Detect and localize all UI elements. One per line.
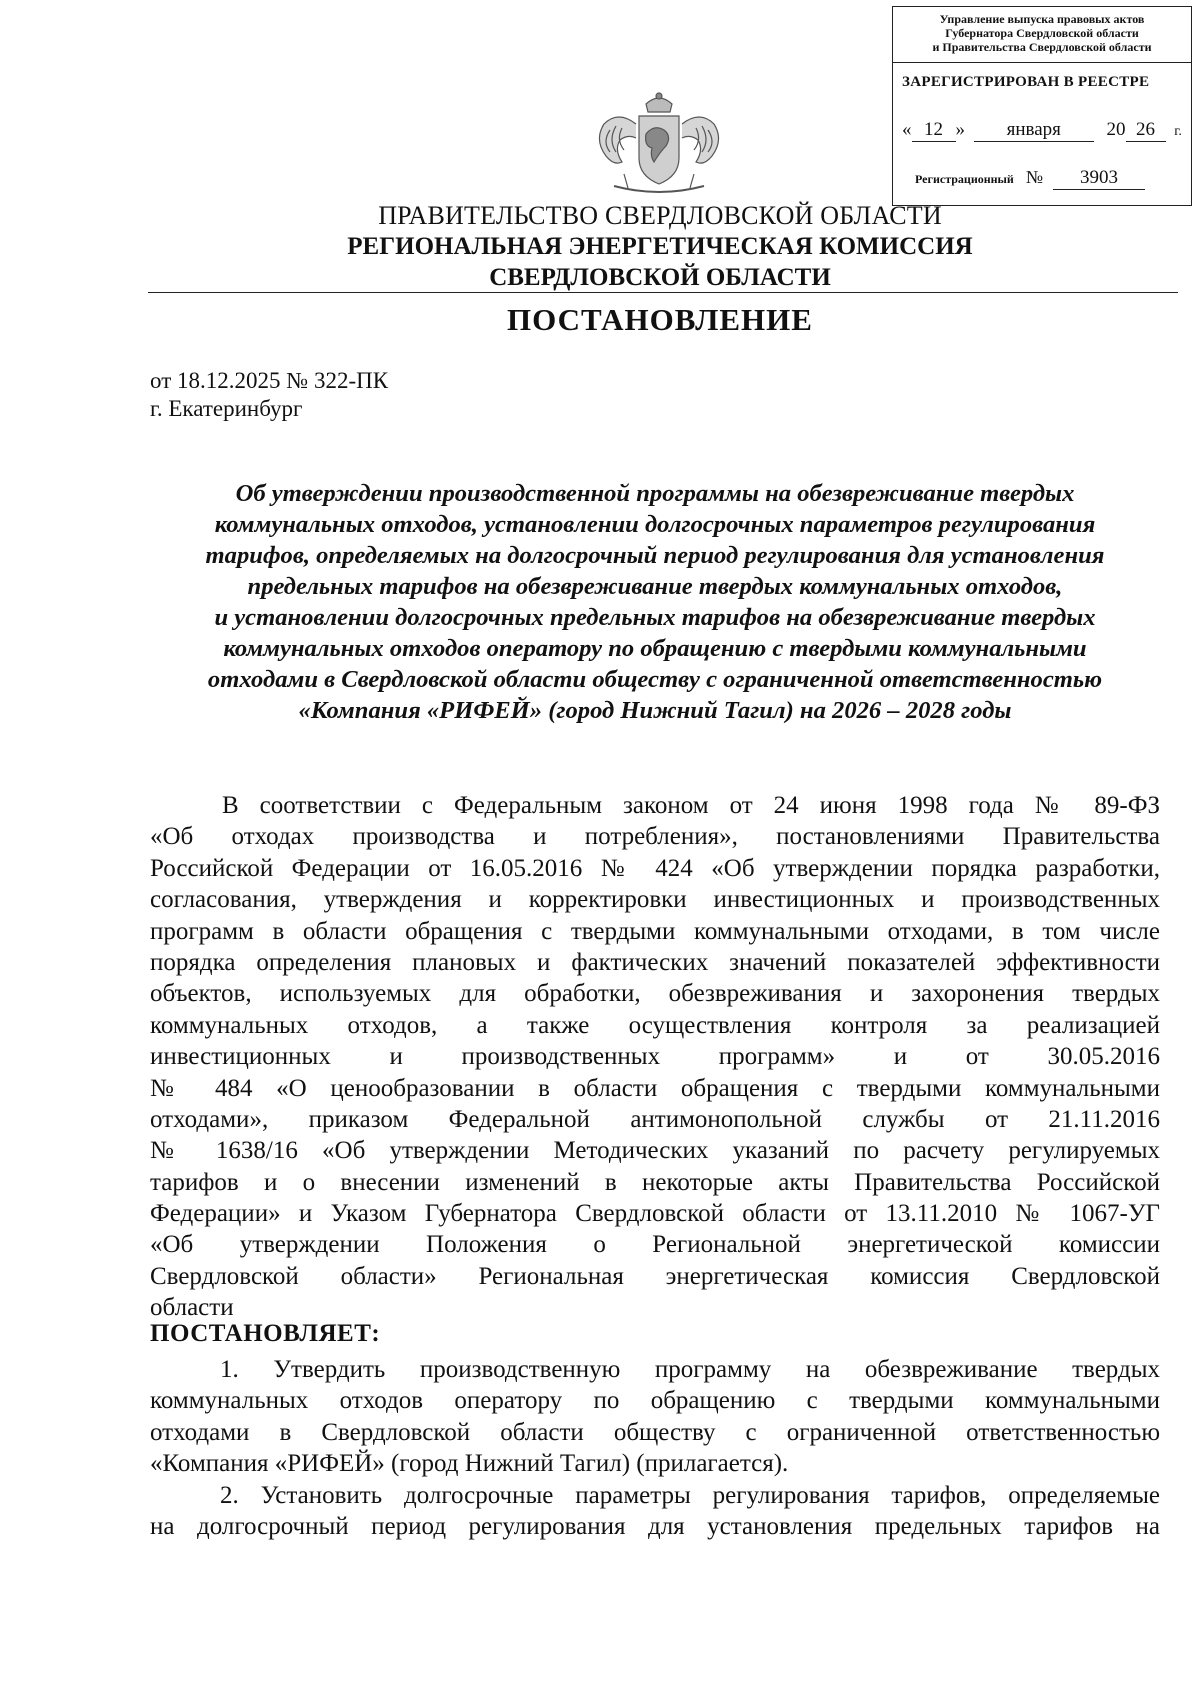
item-line: на долгосрочный период регулирования для установления предельных тарифов на [150,1512,1160,1540]
item-line: «Компания «РИФЕЙ» (город Нижний Тагил) (прилагается). [150,1450,789,1478]
title-line: тарифов, определяемых на долгосрочный период регулирования для установления [205,542,1105,569]
title-line: и установлении долгосрочных предельных тарифов на обезвреживание твердых [214,604,1096,631]
item-line: коммунальных отходов оператору по обращению с твердыми коммунальными [150,1387,1160,1415]
stamp-number-row [915,167,1145,190]
preamble-line: отходами», приказом Федеральной антимонопольной службы от 21.11.2016 [150,1105,1160,1133]
title-line: Об утверждении производственной программы на обезвреживание твердых [235,480,1075,507]
preamble-line: коммунальных отходов, а также осуществления контроля за реализацией [150,1011,1160,1039]
commission-title-line-1: РЕГИОНАЛЬНАЯ ЭНЕРГЕТИЧЕСКАЯ КОМИССИЯ [347,233,973,260]
stamp-issuer-line: и Правительства Свердловской области [932,40,1152,54]
stamp-year-mark: г. [1174,124,1182,139]
stamp-issuer-line: Управление выпуска правовых актов [939,12,1145,26]
coat-of-arms-icon [584,90,734,200]
stamp-quote-open: « [902,119,912,140]
item-line: 2. Установить долгосрочные параметры регулирования тарифов, определяемые [220,1481,1160,1509]
preamble-line: В соответствии с Федеральным законом от 24 июня 1998 года № 89-ФЗ [222,792,1160,819]
document-type: ПОСТАНОВЛЕНИЕ [507,302,813,337]
title-line: отходами в Свердловской области обществу с ограниченной ответственностью [207,666,1103,693]
preamble-line: согласования, утверждения и корректировки инвестиционных и производственных [150,886,1160,914]
preamble-line: Российской Федерации от 16.05.2016 № 424 «Об утверждении порядка разработки, [150,854,1160,882]
title-line: предельных тарифов на обезвреживание твердых коммунальных отходов, [247,573,1063,600]
stamp-issuer-line: Губернатора Свердловской области [945,26,1139,40]
stamp-registered-label: ЗАРЕГИСТРИРОВАН В РЕЕСТРЕ [902,74,1150,90]
preamble-line: объектов, используемых для обработки, обезвреживания и захоронения твердых [150,980,1160,1008]
government-title: ПРАВИТЕЛЬСТВО СВЕРДЛОВСКОЙ ОБЛАСТИ [378,201,942,230]
preamble-line: «Об утверждении Положения о Региональной энергетической комиссии [150,1231,1160,1259]
registration-stamp [892,6,1192,206]
stamp-year-suffix: 26 [1126,119,1166,142]
item-line: отходами в Свердловской области обществу с ограниченной ответственностью [150,1418,1160,1446]
item-line: 1. Утвердить производственную программу на обезвреживание твердых [220,1356,1160,1383]
preamble-line: порядка определения плановых и фактических значений показателей эффективности [150,948,1160,976]
stamp-year-prefix: 20 [1106,119,1126,140]
document-date-number: от 18.12.2025 № 322-ПК [150,368,389,393]
preamble-line: № 484 «О ценообразовании в области обращения с твердыми коммунальными [150,1074,1160,1102]
stamp-number-sign: № [1025,167,1044,187]
preamble-line: программ в области обращения с твердыми коммунальными отходами, в том числе [150,917,1160,945]
stamp-date [902,119,1182,142]
stamp-quote-close: » [955,119,965,140]
document-city: г. Екатеринбург [150,396,303,421]
stamp-issuer [893,7,1191,63]
stamp-number: 3903 [1053,167,1145,190]
stamp-day: 12 [912,119,956,142]
preamble-line: тарифов и о внесении изменений в некоторые акты Правительства Российской [150,1168,1160,1196]
decree-items [150,1354,1160,1542]
preamble-line: области [150,1294,234,1322]
preamble-line: инвестиционных и производственных программ» и от 30.05.2016 [150,1043,1160,1071]
commission-title-line-2: СВЕРДЛОВСКОЙ ОБЛАСТИ [489,264,831,291]
title-line: «Компания «РИФЕЙ» (город Нижний Тагил) на 2026 – 2028 годы [298,697,1012,724]
stamp-number-label: Регистрационный [915,172,1014,186]
stamp-month: января [974,119,1094,142]
decree-heading: ПОСТАНОВЛЯЕТ: [150,1320,381,1347]
preamble-line: Федерации» и Указом Губернатора Свердловской области от 13.11.2010 № 1067-УГ [150,1200,1160,1228]
title-line: коммунальных отходов оператору по обращению с твердыми коммунальными [223,635,1087,662]
preamble-line: Свердловской области» Региональная энергетическая комиссия Свердловской [150,1262,1160,1290]
document-title [150,478,1160,726]
preamble-line: № 1638/16 «Об утверждении Методических указаний по расчету регулируемых [150,1137,1160,1165]
preamble-paragraph [150,790,1160,1324]
title-line: коммунальных отходов, установлении долгосрочных параметров регулирования [214,511,1096,538]
header-divider [148,292,1178,293]
preamble-line: «Об отходах производства и потребления», постановлениями Правительства [150,823,1160,851]
